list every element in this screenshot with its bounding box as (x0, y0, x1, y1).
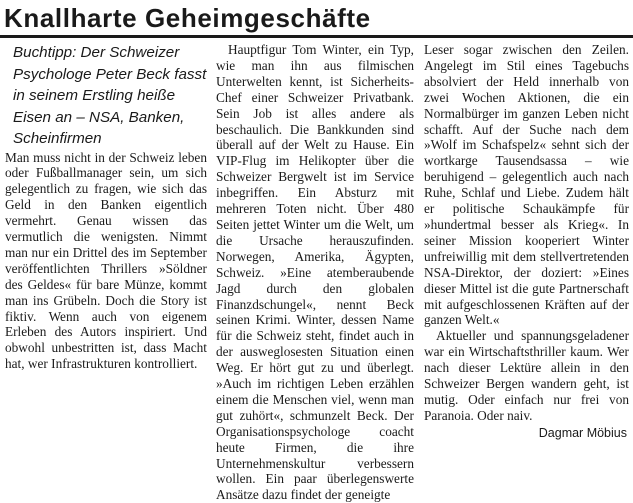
title-rule (0, 35, 633, 38)
body-paragraph-3: Leser sogar zwischen den Zeilen. Angelegt im Stil eines Tagebuchs absolviert der Held innerhalb von zwei Wochen Aktionen, die ein Normalbürger im ganzen Leben nicht schafft. Auf der Suche nach dem »Wolf im Schafspelz« sehnt sich der wortkarge Tausendsassa – wie beruhigend – gelegentlich auch nach Ruhe, Schlaf und Liebe. Zudem hält er politische Schaukämpfe für »hundertmal besser als Krieg«. In seiner Mission kooperiert Winter unfreiwillig mit dem stellvertretenden NSA-Direktor, der doziert: »Eines dieser Mittel ist die gute Partnerschaft mit aufgeschlossenen Kräften auf der ganzen Welt.« (424, 42, 629, 328)
body-paragraph-2: Hauptfigur Tom Winter, ein Typ, wie man ihn aus filmischen Unterwelten kennt, ist Sicherheits-Chef einer Schweizer Privatbank. Sein Job ist alles andere als beschaulich. Die Bankkunden sind überall auf der Welt zu Hause. Ein VIP-Flug im Helikopter über die Schweizer Bergwelt ist im Service inbegriffen. Ein Absturz mit mehreren Toten nicht. Über 480 Seiten jettet Winter um die Welt, um die Ursache herauszufinden. Norwegen, Amerika, Ägypten, Schweiz. »Eine atemberaubende Jagd durch den globalen Finanzdschungel«, nennt Beck seinen Krimi. Winter, dessen Name für die Schweiz steht, findet auch in der ausweglosesten Situation einen Weg. Er hört gut zu und überlegt. »Auch im richtigen Leben erzählen einem die Menschen viel, wenn man gut zuhört«, schmunzelt Beck. Der Organisationspsychologe coacht heute Firmen, die ihre Unternehmenskultur verbessern wollen. Ein paar überlegenswerte Ansätze dazu findet der geneigte (216, 42, 414, 503)
author-byline: Dagmar Möbius (538, 425, 627, 440)
article-lead: Buchtipp: Der Schweizer Psychologe Peter Beck fasst in seinem Erstling heiße Eisen an – NSA, Banken, Scheinfirmen (13, 44, 207, 147)
column-1 (5, 42, 207, 372)
article-title: Knallharte Geheimgeschäfte (4, 3, 371, 33)
column-2 (216, 42, 414, 503)
body-paragraph-1: Man muss nicht in der Schweiz leben oder Fußballmanager sein, um sich gelegentlich zu fragen, wie sich das Geld in den Banken eigentlich vermehrt. Genau wissen das vermutlich die wenigsten. Nimmt man nur ein Drittel des im September veröffentlichten Thrillers »Söldner des Geldes« für bare Münze, kommt man ins Grübeln. Doch die Story ist fiktiv. Wenn auch von eigenem Erleben des Autors inspiriert. Und obwohl unbestritten ist, dass Macht hat, wer Infrastrukturen kontrolliert. (5, 149, 207, 372)
column-3 (424, 42, 629, 442)
body-paragraph-4: Aktueller und spannungsgeladener war ein Wirtschaftsthriller kaum. Wer nach dieser Lektüre allein in den Schweizer Bergen wandern geht, ist mutig. Oder einfach nur frei von Paranoia. Oder naiv. (424, 328, 629, 423)
